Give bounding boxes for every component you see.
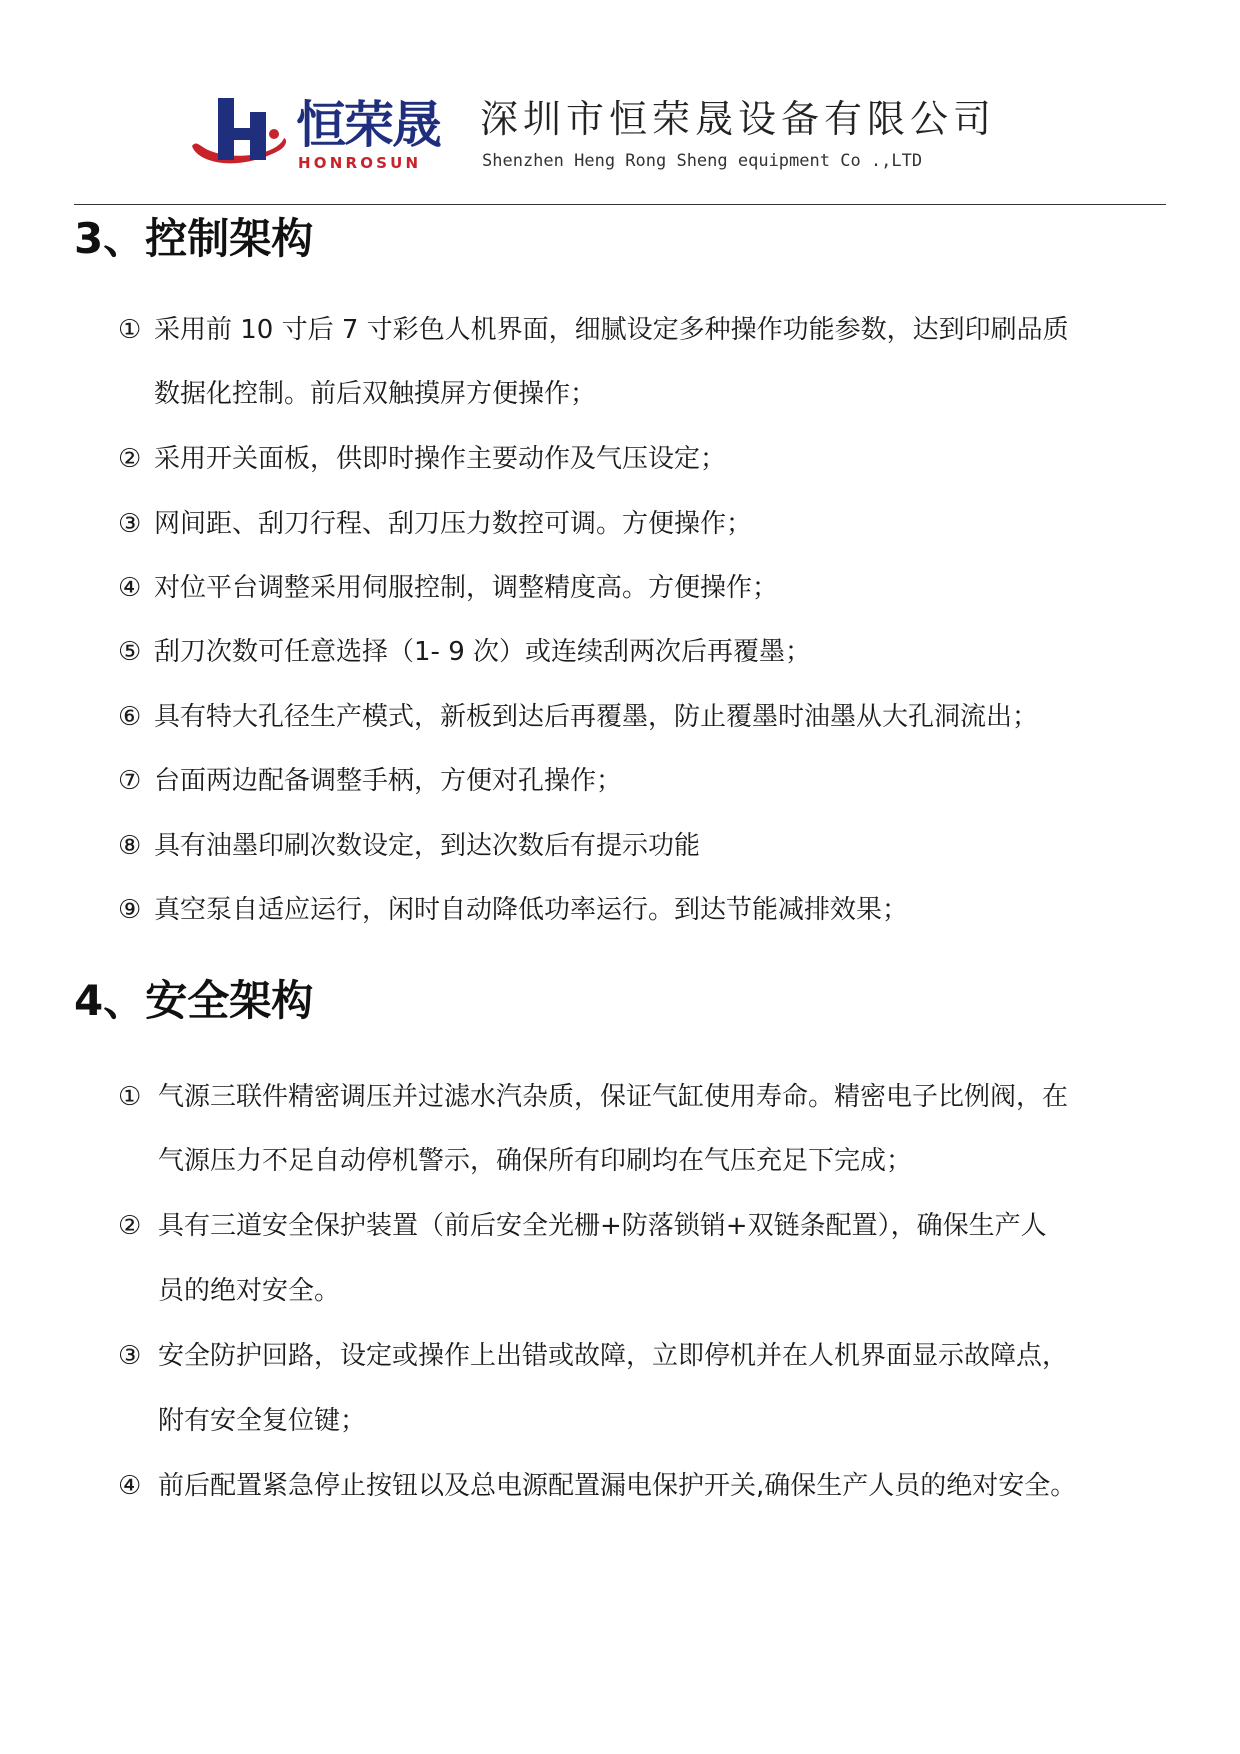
company-name-english: Shenzhen Heng Rong Sheng equipment Co .,LTD	[482, 151, 923, 171]
list-item	[118, 894, 908, 926]
logo-chinese-text: 恒荣晟	[296, 96, 440, 154]
company-logo-icon	[188, 94, 290, 172]
item-text-continued: 员的绝对安全。	[158, 1276, 341, 1306]
item-text: 前后配置紧急停止按钮以及总电源配置漏电保护开关,确保生产人员的绝对安全。	[158, 1471, 1077, 1501]
item-number: ①	[118, 1082, 142, 1112]
letterhead	[188, 94, 1068, 180]
list-item	[118, 1470, 1076, 1502]
item-number: ④	[118, 573, 142, 603]
item-text: 采用前 10 寸后 7 寸彩色人机界面，细腻设定多种操作功能参数，达到印刷品质	[154, 315, 1069, 345]
list-item	[118, 572, 778, 604]
item-text: 采用开关面板，供即时操作主要动作及气压设定；	[154, 444, 727, 474]
list-item	[118, 701, 1038, 733]
item-text: 气源三联件精密调压并过滤水汽杂质，保证气缸使用寿命。精密电子比例阀，在	[158, 1082, 1069, 1112]
section-title-safety: 4、安全架构	[74, 976, 314, 1025]
logo-english-text: HONROSUN	[298, 154, 422, 172]
item-number: ③	[118, 1341, 142, 1371]
company-name-chinese: 深圳市恒荣晟设备有限公司	[480, 97, 997, 141]
list-item	[118, 830, 700, 862]
item-text: 具有油墨印刷次数设定，到达次数后有提示功能	[154, 831, 701, 861]
item-text: 对位平台调整采用伺服控制，调整精度高。方便操作；	[154, 573, 779, 603]
item-number: ⑨	[118, 895, 142, 925]
item-number: ①	[118, 315, 142, 345]
item-number: ②	[118, 444, 142, 474]
list-item	[118, 1081, 1068, 1113]
list-item	[118, 765, 622, 797]
section-title-control: 3、控制架构	[74, 214, 314, 263]
item-text-continued: 附有安全复位键；	[158, 1406, 367, 1436]
item-number: ②	[118, 1211, 142, 1241]
item-text: 真空泵自适应运行，闲时自动降低功率运行。到达节能减排效果；	[154, 895, 909, 925]
item-text: 台面两边配备调整手柄，方便对孔操作；	[154, 766, 623, 796]
item-text-continued: 气源压力不足自动停机警示，确保所有印刷均在气压充足下完成；	[158, 1146, 913, 1176]
item-number: ⑧	[118, 831, 142, 861]
list-item	[118, 1340, 1068, 1372]
list-item	[118, 508, 752, 540]
item-text: 具有三道安全保护装置（前后安全光栅+防落锁销+双链条配置），确保生产人	[158, 1211, 1047, 1241]
list-item	[118, 443, 726, 475]
item-text: 具有特大孔径生产模式，新板到达后再覆墨，防止覆墨时油墨从大孔洞流出；	[154, 702, 1039, 732]
list-item	[118, 636, 811, 668]
item-number: ④	[118, 1471, 142, 1501]
item-text-continued: 数据化控制。前后双触摸屏方便操作；	[154, 379, 597, 409]
header-divider	[74, 204, 1166, 205]
list-item	[118, 1210, 1047, 1242]
item-text: 网间距、刮刀行程、刮刀压力数控可调。方便操作；	[154, 509, 753, 539]
item-text: 安全防护回路，设定或操作上出错或故障，立即停机并在人机界面显示故障点，	[158, 1341, 1069, 1371]
item-number: ⑥	[118, 702, 142, 732]
item-number: ⑤	[118, 637, 142, 667]
list-item	[118, 314, 1069, 346]
item-number: ⑦	[118, 766, 142, 796]
item-number: ③	[118, 509, 142, 539]
item-text: 刮刀次数可任意选择（1- 9 次）或连续刮两次后再覆墨；	[154, 637, 811, 667]
